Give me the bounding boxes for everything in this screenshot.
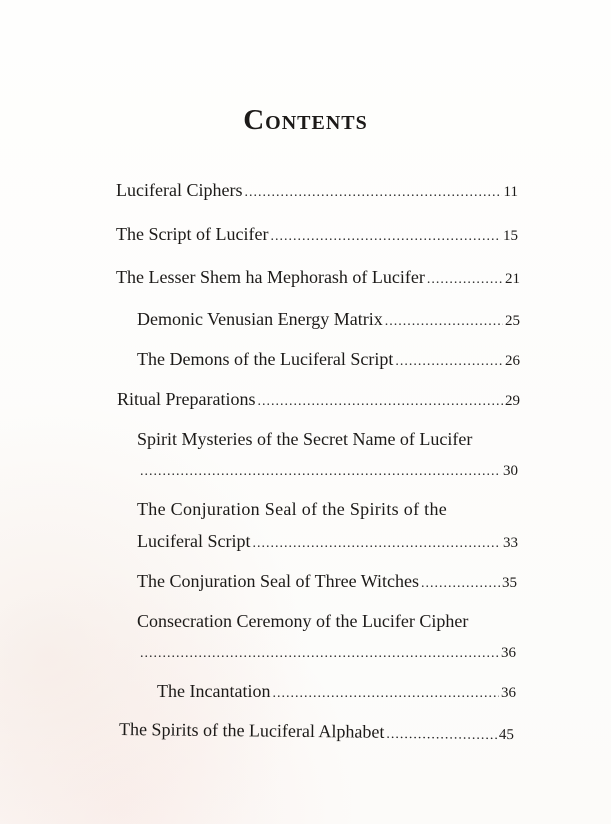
toc-page-number: 29 [505, 393, 520, 409]
toc-entry[interactable] [140, 642, 516, 665]
toc-entry[interactable] [137, 530, 518, 555]
dot-leader [270, 226, 501, 248]
toc-entry-label: Demonic Venusian Energy Matrix [137, 309, 383, 329]
toc-entry-label: The Conjuration Seal of Three Witches [137, 571, 420, 591]
dot-leader [252, 533, 501, 555]
toc-entry[interactable] [137, 348, 520, 373]
toc-entry-label: The Incantation [157, 681, 271, 701]
toc-entry-label: The Lesser Shem ha Mephorash of Lucifer [116, 267, 425, 287]
dot-leader [257, 391, 503, 413]
toc-entry[interactable] [137, 570, 517, 595]
toc-entry[interactable] [157, 680, 516, 705]
toc-entry-label: The Spirits of the Luciferal Alphabet [118, 719, 385, 742]
toc-page-number: 15 [503, 228, 518, 244]
toc-entry[interactable] [116, 179, 518, 204]
toc-entry-label: The Demons of the Luciferal Script [137, 349, 394, 369]
toc-page-number: 36 [501, 645, 516, 661]
toc-entry-label-continued: Luciferal Script [137, 531, 251, 551]
dot-leader [395, 351, 503, 373]
toc-page-number: 21 [505, 271, 520, 287]
toc-page-number: 25 [505, 313, 520, 329]
dot-leader [427, 269, 503, 291]
toc-page-number: 36 [501, 685, 516, 701]
toc-entry-label: The Script of Lucifer [116, 224, 269, 244]
toc-entry-label[interactable]: Consecration Ceremony of the Lucifer Cipher [137, 611, 469, 631]
toc-entry-label[interactable]: Spirit Mysteries of the Secret Name of Lucifer [137, 429, 473, 449]
toc-page-number: 30 [503, 463, 518, 479]
toc-page-number: 35 [502, 575, 517, 591]
dot-leader [244, 182, 501, 204]
toc-entry-label: Luciferal Ciphers [116, 180, 243, 200]
toc-entry[interactable] [140, 460, 518, 483]
toc-entry[interactable] [117, 388, 520, 413]
contents-title: Contents [243, 104, 368, 136]
toc-entry-label[interactable]: The Conjuration Seal of the Spirits of the [137, 499, 448, 519]
dot-leader [140, 461, 501, 483]
toc-page-number: 45 [498, 726, 515, 744]
toc-page-number: 33 [503, 535, 518, 551]
dot-leader [386, 724, 497, 747]
dot-leader [140, 643, 499, 665]
dot-leader [385, 311, 503, 333]
toc-entry-label: Ritual Preparations [117, 389, 256, 409]
toc-entry[interactable] [119, 718, 514, 747]
toc-page-number: 11 [503, 184, 518, 200]
toc-page-number: 26 [505, 353, 520, 369]
dot-leader [421, 573, 500, 595]
toc-entry[interactable] [116, 223, 518, 248]
toc-entry[interactable] [137, 308, 520, 333]
toc-entry[interactable] [116, 266, 520, 291]
dot-leader [272, 683, 499, 705]
